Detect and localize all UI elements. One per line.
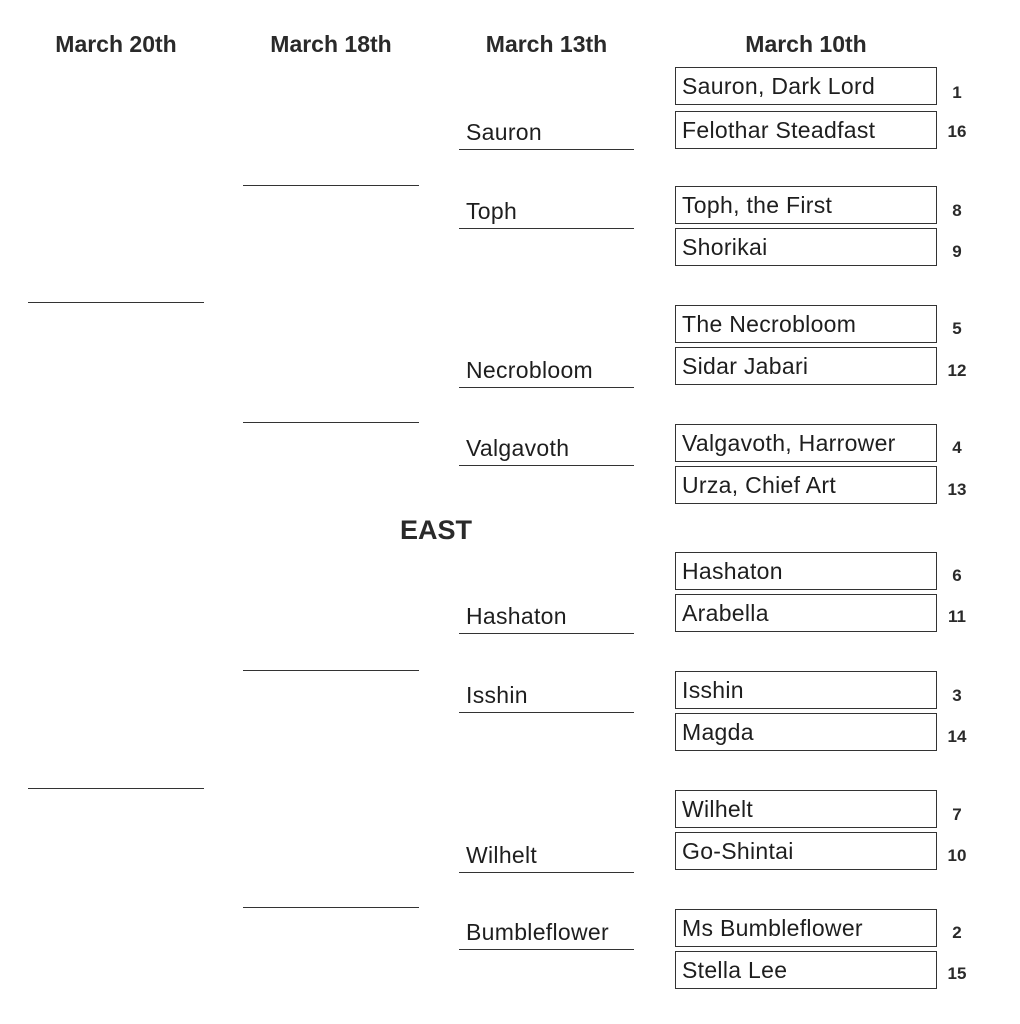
team-seed: 11 bbox=[948, 607, 966, 626]
team-name: Toph, the First bbox=[682, 192, 833, 218]
bracket-slot-march-13th bbox=[459, 834, 634, 873]
bracket-slot-march-20th-2 bbox=[28, 788, 204, 789]
bracket-slot-march-20th-1 bbox=[28, 302, 204, 303]
team-seed: 6 bbox=[952, 566, 962, 585]
winner-name: Necrobloom bbox=[466, 357, 593, 383]
team-seed: 8 bbox=[952, 201, 962, 220]
team-box bbox=[675, 790, 937, 828]
bracket-slot-march-13th bbox=[459, 190, 634, 229]
team-name: Felothar Steadfast bbox=[682, 117, 876, 143]
team-name: Go-Shintai bbox=[682, 838, 794, 864]
team-box bbox=[675, 552, 937, 590]
team-seed: 12 bbox=[947, 361, 967, 380]
team-box bbox=[675, 186, 937, 224]
team-box bbox=[675, 951, 937, 989]
team-name: Arabella bbox=[682, 600, 769, 626]
team-seed: 16 bbox=[947, 122, 967, 141]
bracket-slot-march-13th bbox=[459, 595, 634, 634]
header-march-20th: March 20th bbox=[55, 31, 177, 57]
bracket-slot-march-18th-3 bbox=[243, 670, 419, 671]
team-name: The Necrobloom bbox=[682, 311, 857, 337]
team-seed: 5 bbox=[952, 319, 962, 338]
winner-name: Isshin bbox=[466, 682, 528, 708]
team-name: Sidar Jabari bbox=[682, 353, 809, 379]
winner-name: Hashaton bbox=[466, 603, 567, 629]
team-box bbox=[675, 832, 937, 870]
team-seed: 2 bbox=[952, 923, 962, 942]
team-seed: 1 bbox=[952, 83, 962, 102]
team-box bbox=[675, 909, 937, 947]
winner-name: Bumbleflower bbox=[466, 919, 609, 945]
team-name: Stella Lee bbox=[682, 957, 788, 983]
team-seed: 14 bbox=[947, 727, 967, 746]
bracket-slot-march-13th bbox=[459, 349, 634, 388]
team-box bbox=[675, 347, 937, 385]
team-name: Wilhelt bbox=[682, 796, 754, 822]
region-label: EAST bbox=[400, 515, 473, 545]
team-seed: 10 bbox=[947, 846, 967, 865]
team-name: Magda bbox=[682, 719, 754, 745]
header-march-10th: March 10th bbox=[745, 31, 867, 57]
bracket-slot-march-13th bbox=[459, 427, 634, 466]
bracket-slot-march-18th-4 bbox=[243, 907, 419, 908]
bracket-slot-march-13th bbox=[459, 911, 634, 950]
team-box bbox=[675, 424, 937, 462]
bracket-slot-march-13th bbox=[459, 674, 634, 713]
team-box bbox=[675, 671, 937, 709]
bracket-slot-march-18th-2 bbox=[243, 422, 419, 423]
team-seed: 3 bbox=[952, 686, 962, 705]
team-name: Sauron, Dark Lord bbox=[682, 73, 876, 99]
team-name: Shorikai bbox=[682, 234, 768, 260]
team-name: Isshin bbox=[682, 677, 744, 703]
team-seed: 15 bbox=[947, 964, 967, 983]
winner-name: Toph bbox=[466, 198, 518, 224]
team-seed: 9 bbox=[952, 242, 962, 261]
bracket-slot-march-18th-1 bbox=[243, 185, 419, 186]
team-box bbox=[675, 67, 937, 105]
team-box bbox=[675, 594, 937, 632]
team-box bbox=[675, 713, 937, 751]
winner-name: Wilhelt bbox=[466, 842, 538, 868]
header-march-13th: March 13th bbox=[485, 31, 608, 57]
winner-name: Sauron bbox=[466, 119, 542, 145]
team-box bbox=[675, 305, 937, 343]
bracket-slot-march-13th bbox=[459, 111, 634, 150]
team-box bbox=[675, 228, 937, 266]
team-name: Ms Bumbleflower bbox=[682, 915, 863, 941]
team-seed: 7 bbox=[952, 805, 962, 824]
team-box bbox=[675, 466, 937, 504]
winner-name: Valgavoth bbox=[466, 435, 570, 461]
team-seed: 4 bbox=[952, 438, 962, 457]
team-box bbox=[675, 111, 937, 149]
team-seed: 13 bbox=[947, 480, 967, 499]
header-march-18th: March 18th bbox=[270, 31, 392, 57]
team-name: Valgavoth, Harrower bbox=[682, 430, 896, 456]
team-name: Hashaton bbox=[682, 558, 783, 584]
team-name: Urza, Chief Art bbox=[682, 472, 837, 498]
